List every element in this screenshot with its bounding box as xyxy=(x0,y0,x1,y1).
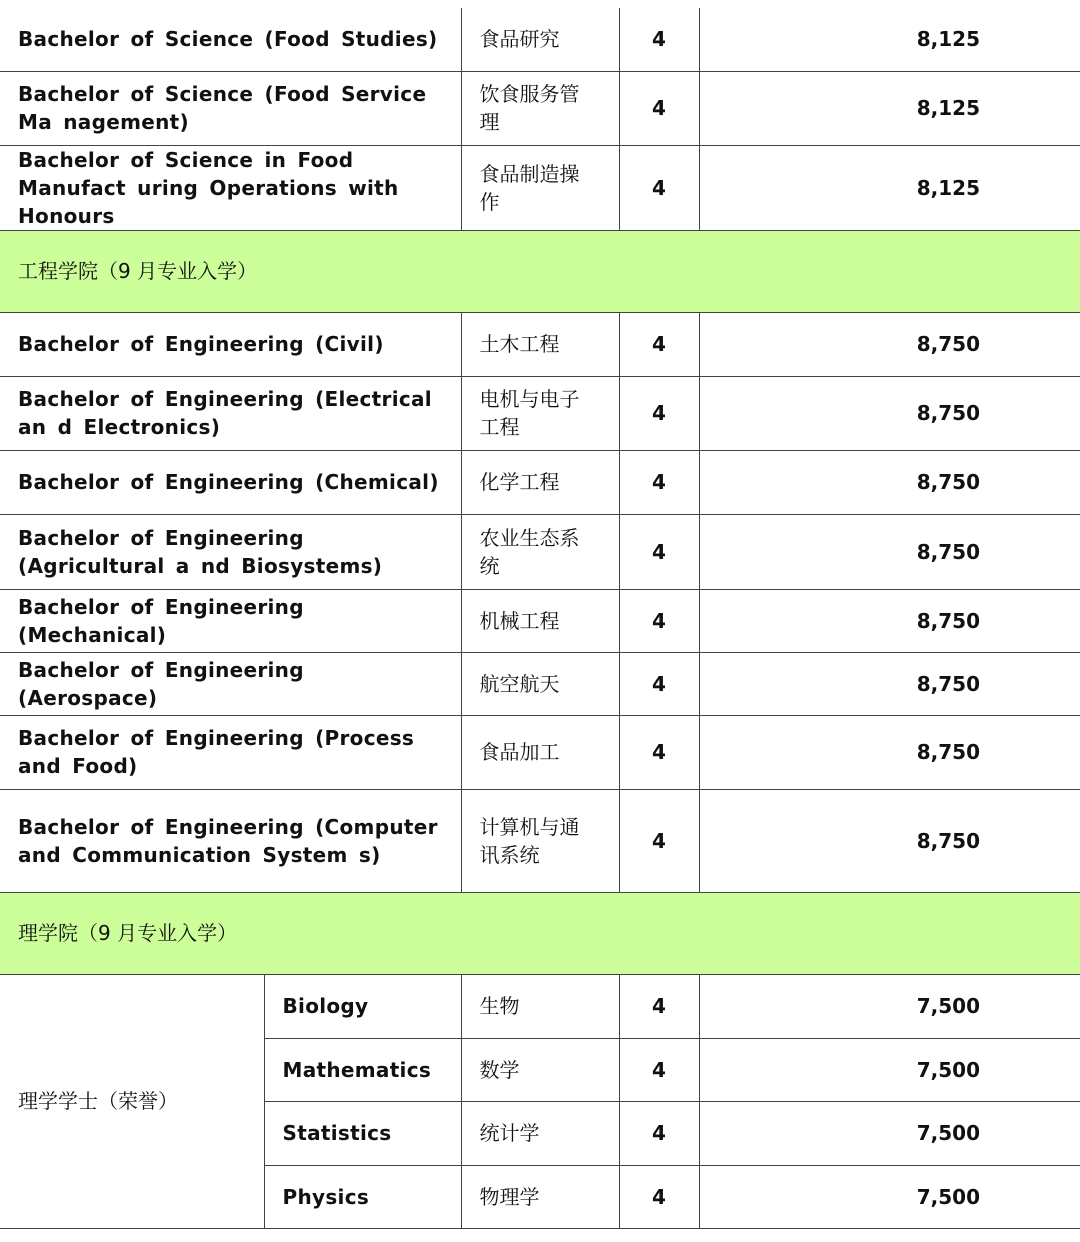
table-row xyxy=(0,312,1080,376)
programme-name: Bachelor of Engineering (Agricultural a nd Biosystems) xyxy=(0,514,461,589)
table-row xyxy=(0,589,1080,652)
programme-name: Bachelor of Engineering (Civil) xyxy=(0,312,461,376)
section-header-science xyxy=(0,892,1080,974)
duration-years: 4 xyxy=(619,71,699,145)
duration-years: 4 xyxy=(619,514,699,589)
tuition-fee: 7,500 xyxy=(699,1038,1080,1101)
programme-name-zh: 化学工程 xyxy=(461,450,619,514)
duration-years: 4 xyxy=(619,789,699,892)
tuition-fee: 8,750 xyxy=(699,589,1080,652)
programme-name: Biology xyxy=(264,974,461,1038)
tuition-fee: 8,750 xyxy=(699,789,1080,892)
section-header-engineering xyxy=(0,230,1080,312)
tuition-fee: 8,750 xyxy=(699,312,1080,376)
programme-name: Bachelor of Science (Food Studies) xyxy=(0,8,461,71)
duration-years: 4 xyxy=(619,450,699,514)
table-row xyxy=(0,450,1080,514)
duration-years: 4 xyxy=(619,715,699,789)
table-row xyxy=(0,71,1080,145)
tuition-fee: 8,750 xyxy=(699,652,1080,715)
table-row xyxy=(0,376,1080,450)
programme-name: Statistics xyxy=(264,1101,461,1165)
programme-name-zh: 计算机与通 讯系统 xyxy=(461,789,619,892)
programme-name: Bachelor of Science (Food Service Ma nagement) xyxy=(0,71,461,145)
programme-name: Bachelor of Engineering (Electrical an d Electronics) xyxy=(0,376,461,450)
programme-name-zh: 航空航天 xyxy=(461,652,619,715)
programme-name-zh: 食品制造操 作 xyxy=(461,145,619,230)
duration-years: 4 xyxy=(619,376,699,450)
tuition-fee: 8,125 xyxy=(699,8,1080,71)
table-row xyxy=(0,789,1080,892)
programme-name-zh: 农业生态系 统 xyxy=(461,514,619,589)
programme-name-zh: 食品加工 xyxy=(461,715,619,789)
programme-fee-table xyxy=(0,8,1080,1229)
programme-name: Bachelor of Science in Food Manufact uring Operations with Honours xyxy=(0,145,461,230)
duration-years: 4 xyxy=(619,974,699,1038)
programme-name-zh: 食品研究 xyxy=(461,8,619,71)
duration-years: 4 xyxy=(619,1101,699,1165)
duration-years: 4 xyxy=(619,1165,699,1228)
programme-name-zh: 电机与电子 工程 xyxy=(461,376,619,450)
programme-name: Bachelor of Engineering (Computer and Communication System s) xyxy=(0,789,461,892)
programme-name: Bachelor of Engineering (Chemical) xyxy=(0,450,461,514)
tuition-fee: 8,125 xyxy=(699,71,1080,145)
programme-name: Bachelor of Engineering (Process and Food) xyxy=(0,715,461,789)
tuition-fee: 7,500 xyxy=(699,1165,1080,1228)
programme-name-zh: 数学 xyxy=(461,1038,619,1101)
tuition-fee: 8,125 xyxy=(699,145,1080,230)
programme-name-zh: 物理学 xyxy=(461,1165,619,1228)
programme-name-zh: 统计学 xyxy=(461,1101,619,1165)
section-label: 工程学院（9 月专业入学） xyxy=(0,230,1080,312)
table-row xyxy=(0,145,1080,230)
tuition-fee: 8,750 xyxy=(699,715,1080,789)
table-row xyxy=(0,8,1080,71)
programme-name-zh: 土木工程 xyxy=(461,312,619,376)
section-label: 理学院（9 月专业入学） xyxy=(0,892,1080,974)
programme-name-zh: 饮食服务管 理 xyxy=(461,71,619,145)
programme-name: Bachelor of Engineering (Mechanical) xyxy=(0,589,461,652)
duration-years: 4 xyxy=(619,8,699,71)
table-row xyxy=(0,514,1080,589)
programme-name: Physics xyxy=(264,1165,461,1228)
tuition-fee: 7,500 xyxy=(699,1101,1080,1165)
table-row xyxy=(0,974,1080,1038)
duration-years: 4 xyxy=(619,1038,699,1101)
table-row xyxy=(0,652,1080,715)
tuition-fee: 8,750 xyxy=(699,450,1080,514)
table-row xyxy=(0,715,1080,789)
tuition-fee: 8,750 xyxy=(699,376,1080,450)
duration-years: 4 xyxy=(619,589,699,652)
programme-name: Mathematics xyxy=(264,1038,461,1101)
programme-name-zh: 机械工程 xyxy=(461,589,619,652)
duration-years: 4 xyxy=(619,312,699,376)
degree-label: 理学学士（荣誉） xyxy=(0,974,264,1228)
duration-years: 4 xyxy=(619,145,699,230)
programme-name: Bachelor of Engineering (Aerospace) xyxy=(0,652,461,715)
tuition-fee: 7,500 xyxy=(699,974,1080,1038)
tuition-fee: 8,750 xyxy=(699,514,1080,589)
programme-name-zh: 生物 xyxy=(461,974,619,1038)
duration-years: 4 xyxy=(619,652,699,715)
